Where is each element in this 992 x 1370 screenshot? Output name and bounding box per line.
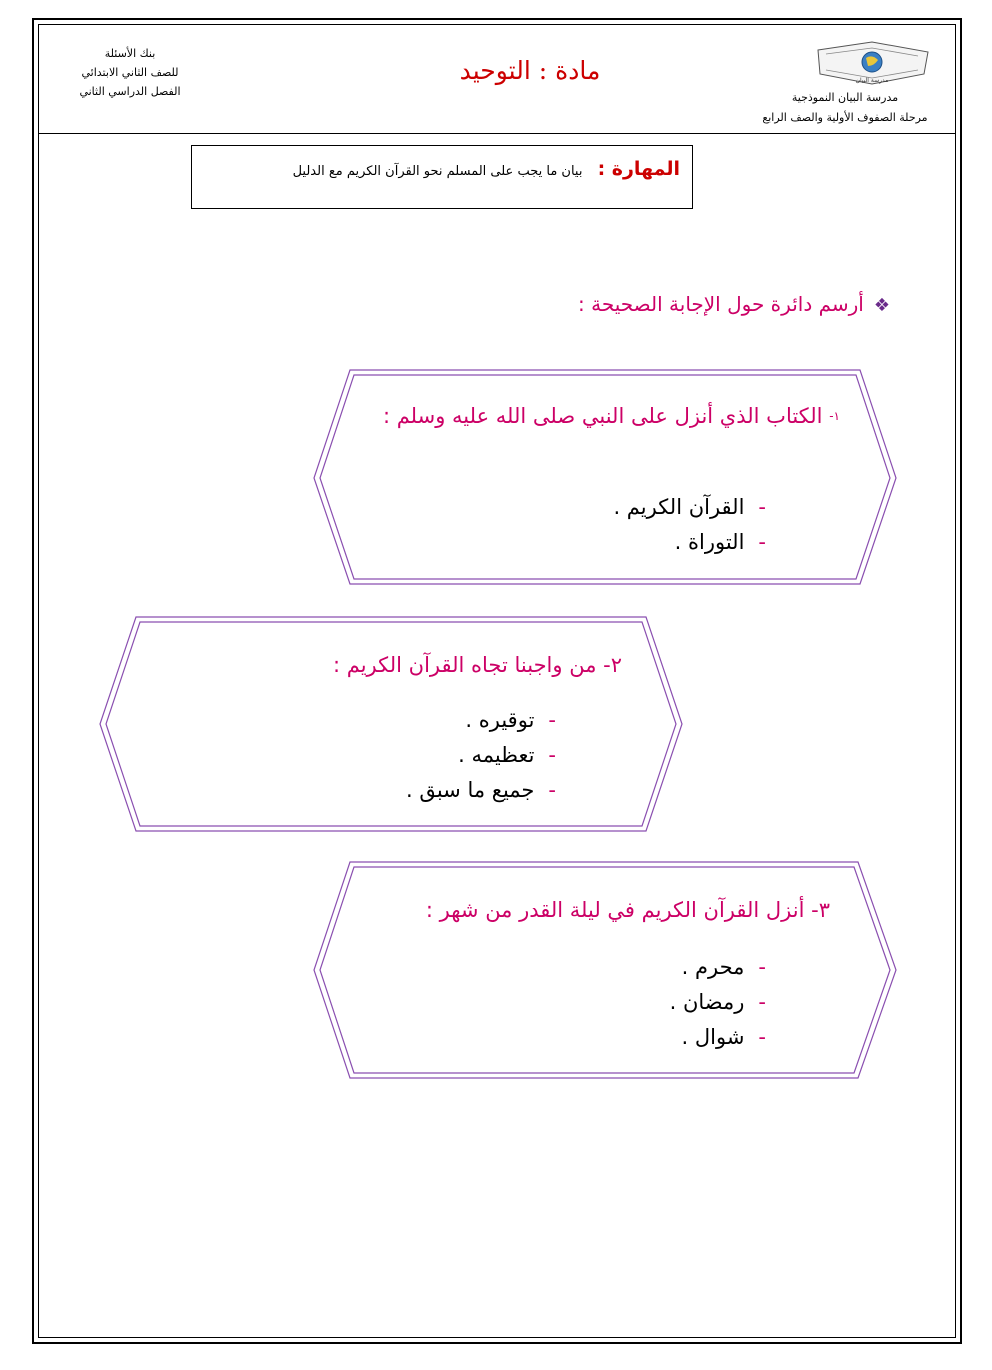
diamond-bullet-icon: ❖ [873, 295, 890, 316]
school-stage: مرحلة الصفوف الأولية والصف الرابع [762, 111, 928, 124]
subject-title: مادة : التوحيد [459, 56, 601, 85]
question-3-option-1[interactable]: -محرم . [681, 955, 766, 979]
school-name: مدرسة البيان النموذجية [791, 91, 899, 104]
question-1-option-1[interactable]: -القرآن الكريم . [613, 495, 766, 519]
question-2-option-2[interactable]: -تعظيمه . [458, 743, 556, 767]
skill-text: بيان ما يجب على المسلم نحو القرآن الكريم مع الدليل [292, 164, 583, 179]
logo-caption: مدرسة البيان [855, 77, 889, 84]
header-left-line-3: الفصل الدراسي الثاني [79, 85, 181, 98]
question-1-number: ١- [829, 409, 840, 423]
skill-label: المهارة : [597, 158, 680, 180]
question-2-options [300, 703, 556, 808]
header-left-line-2: للصف الثاني الابتدائي [81, 66, 179, 79]
header-left-line-1: بنك الأسئلة [104, 47, 156, 60]
question-2-prompt [250, 649, 622, 682]
question-2-number: ٢- [603, 653, 622, 677]
question-2-text: من واجبنا تجاه القرآن الكريم : [332, 653, 597, 677]
question-2-option-3[interactable]: -جميع ما سبق . [405, 778, 556, 802]
instruction-text: أرسم دائرة حول الإجابة الصحيحة : [578, 292, 864, 316]
question-1-text: الكتاب الذي أنزل على النبي صلى الله عليه وسلم : [382, 404, 823, 428]
question-3-options [560, 950, 766, 1055]
question-3-prompt [360, 894, 830, 927]
question-1-prompt [380, 400, 840, 433]
question-1-options [420, 490, 766, 560]
question-3-option-2[interactable]: -رمضان . [669, 990, 766, 1014]
question-2-option-1[interactable]: -توقيره . [465, 708, 556, 732]
question-3-option-3[interactable]: -شوال . [681, 1025, 766, 1049]
question-1-option-2[interactable]: -التوراة . [674, 530, 766, 554]
question-3-text: أنزل القرآن الكريم في ليلة القدر من شهر : [425, 898, 805, 922]
question-3-number: ٣- [811, 898, 830, 922]
